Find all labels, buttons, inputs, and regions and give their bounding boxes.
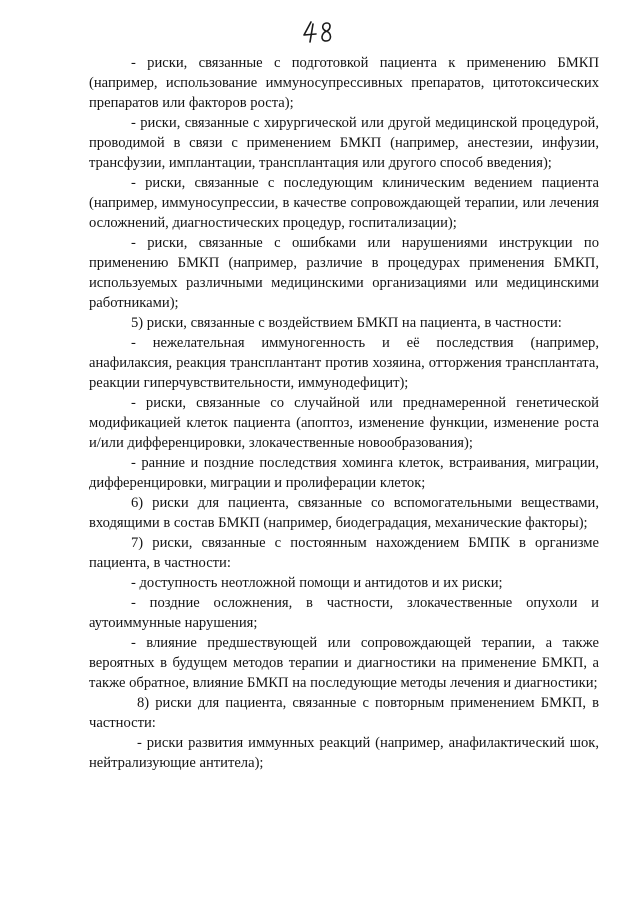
paragraph: - риски, связанные с последующим клиническим ведением пациента (например, иммуносупрессии, в качестве сопровождающей терапии, или лечения осложнений, диагностических процедур, госпитализации);	[89, 175, 599, 231]
page-number	[300, 18, 340, 46]
paragraph: - риски, связанные с ошибками или нарушениями инструкции по применению БМКП (например, различие в процедурах применения БМКП, используемых различными медицинскими организациями или медицинскими работниками);	[89, 235, 599, 311]
paragraph: - доступность неотложной помощи и антидотов и их риски;	[131, 575, 503, 591]
paragraph: 8) риски для пациента, связанные с повторным применением БМКП, в частности:	[89, 695, 599, 731]
paragraph: 5) риски, связанные с воздействием БМКП на пациента, в частности:	[131, 315, 562, 331]
paragraph: - ранние и поздние последствия хоминга клеток, встраивания, миграции, дифференцировки, миграции и пролиферации клеток;	[89, 455, 599, 491]
paragraph: - риски, связанные со случайной или преднамеренной генетической модификацией клеток пациента (апоптоз, изменение функции, изменение роста и/или дифференцировки, злокачественные новообразования);	[89, 395, 599, 451]
paragraph: 7) риски, связанные с постоянным нахождением БМПК в организме пациента, в частности:	[89, 535, 599, 571]
paragraph: - риски, связанные с подготовкой пациента к применению БМКП (например, использование иммуносупрессивных препаратов, цитотоксических препаратов или факторов роста);	[89, 55, 599, 111]
handwritten-page-number-icon	[300, 18, 340, 46]
document-body	[89, 53, 599, 773]
paragraph: - поздние осложнения, в частности, злокачественные опухоли и аутоиммунные нарушения;	[89, 595, 599, 631]
paragraph: - нежелательная иммуногенность и её последствия (например, анафилаксия, реакция трансплантант против хозяина, отторжения трансплантата, реакции гиперчувствительности, иммунодефицит);	[89, 335, 599, 391]
paragraph: - риски, связанные с хирургической или другой медицинской процедурой, проводимой в связи с применением БМКП (например, анестезии, инфузии, трансфузии, имплантации, трансплантация или другого способ введения);	[89, 115, 599, 171]
paragraph: - влияние предшествующей или сопровождающей терапии, а также вероятных в будущем методов терапии и диагностики на применение БМКП, а также обратное, влияние БМКП на последующие методы лечения и диагностики;	[89, 635, 599, 691]
paragraph: 6) риски для пациента, связанные со вспомогательными веществами, входящими в состав БМКП (например, биодеградация, механические факторы);	[89, 495, 599, 531]
paragraph: - риски развития иммунных реакций (например, анафилактический шок, нейтрализующие антитела);	[89, 735, 599, 771]
